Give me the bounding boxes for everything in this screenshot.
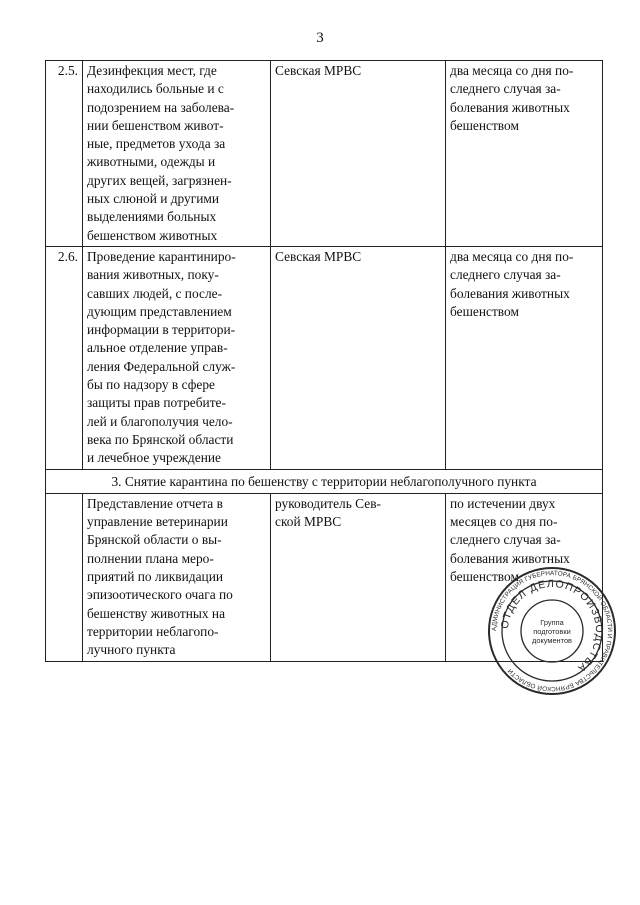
- cell-line: Брянской области о вы-: [87, 532, 222, 548]
- cell-line: ления Федеральной служ-: [87, 358, 236, 374]
- cell-line: приятий по ликвидации: [87, 569, 224, 585]
- cell-line: бешенству животных на: [87, 605, 226, 621]
- cell-line: Севская МРВС: [275, 248, 362, 264]
- cell-line: вания животных, поку-: [87, 267, 219, 283]
- cell-line: подозрением на заболева-: [87, 99, 235, 115]
- table-row: [46, 61, 603, 247]
- cell-line: следнего случая за-: [450, 267, 561, 283]
- cell-line: ской МРВС: [275, 514, 342, 530]
- cell-line: Представление отчета в: [87, 495, 223, 511]
- cell-line: других вещей, загрязнен-: [87, 172, 232, 188]
- cell-line: нии бешенством живот-: [87, 117, 224, 133]
- executor: [271, 246, 446, 469]
- cell-line: бы по надзору в сфере: [87, 377, 215, 393]
- cell-line: бешенством животных: [87, 227, 218, 243]
- cell-line: болевания животных: [450, 550, 570, 566]
- cell-line: следнего случая за-: [450, 81, 561, 97]
- row-number: [46, 493, 83, 661]
- cell-line: бешенством: [450, 569, 519, 585]
- cell-line: находились больные и с: [87, 81, 224, 97]
- cell-line: выделениями больных: [87, 209, 217, 225]
- cell-line: ные, предметов ухода за: [87, 136, 226, 152]
- cell-line: болевания животных: [450, 99, 570, 115]
- cell-line: месяцев со дня по-: [450, 514, 558, 530]
- cell-line: лей и благополучия чело-: [87, 413, 233, 429]
- cell-line: бешенством: [450, 117, 519, 133]
- section-header-row: [46, 469, 603, 493]
- stamp-center-line: документов: [532, 636, 572, 645]
- cell-line: альное отделение управ-: [87, 340, 228, 356]
- stamp-center-line: Группа: [540, 618, 564, 627]
- executor: [271, 493, 446, 661]
- cell-line: управление ветеринарии: [87, 514, 228, 530]
- measure-description: [83, 493, 271, 661]
- measure-description: [83, 246, 271, 469]
- cell-line: защиты прав потребите-: [87, 395, 226, 411]
- cell-line: животными, одежды и: [87, 154, 216, 170]
- cell-line: ных слюной и другими: [87, 191, 220, 207]
- deadline: [446, 61, 603, 247]
- cell-line: савших людей, с после-: [87, 285, 223, 301]
- stamp-center-line: подготовки: [533, 627, 571, 636]
- cell-line: следнего случая за-: [450, 532, 561, 548]
- cell-line: Севская МРВС: [275, 63, 362, 78]
- table-row: [46, 246, 603, 469]
- cell-line: по истечении двух: [450, 495, 556, 511]
- cell-line: два месяца со дня по-: [450, 248, 574, 264]
- deadline: [446, 246, 603, 469]
- cell-line: Проведение карантиниро-: [87, 248, 236, 264]
- cell-line: дующим представлением: [87, 303, 232, 319]
- cell-line: века по Брянской области: [87, 431, 234, 447]
- section-heading: 3. Снятие карантина по бешенству с территории неблагополучного пункта: [46, 469, 603, 493]
- cell-line: информации в территори-: [87, 322, 236, 338]
- cell-line: и лечебное учреждение: [87, 450, 221, 466]
- cell-line: бешенством: [450, 303, 519, 319]
- cell-line: два месяца со дня по-: [450, 63, 574, 78]
- stamp-outer-text: АДМИНИСТРАЦИЯ ГУБЕРНАТОРА БРЯНСКОЙ ОБЛАСТИ И ПРАВИТЕЛЬСТВА БРЯНСКОЙ ОБЛАСТИ: [490, 569, 614, 693]
- stamp-inner-text: ОТДЕЛ ДЕЛОПРОИЗВОДСТВА: [498, 577, 606, 675]
- executor: [271, 61, 446, 247]
- cell-line: руководитель Сев-: [275, 495, 382, 511]
- cell-line: болевания животных: [450, 285, 570, 301]
- cell-line: полнении плана меро-: [87, 550, 214, 566]
- measure-description: [83, 61, 271, 247]
- cell-line: эпизоотического очага по: [87, 587, 233, 603]
- office-stamp: [486, 565, 618, 697]
- cell-line: территории неблагопо-: [87, 623, 219, 639]
- row-number: 2.5.: [46, 61, 83, 247]
- row-number: 2.6.: [46, 246, 83, 469]
- page-number: 3: [316, 30, 324, 46]
- cell-line: Дезинфекция мест, где: [87, 63, 217, 78]
- cell-line: лучного пункта: [87, 642, 176, 658]
